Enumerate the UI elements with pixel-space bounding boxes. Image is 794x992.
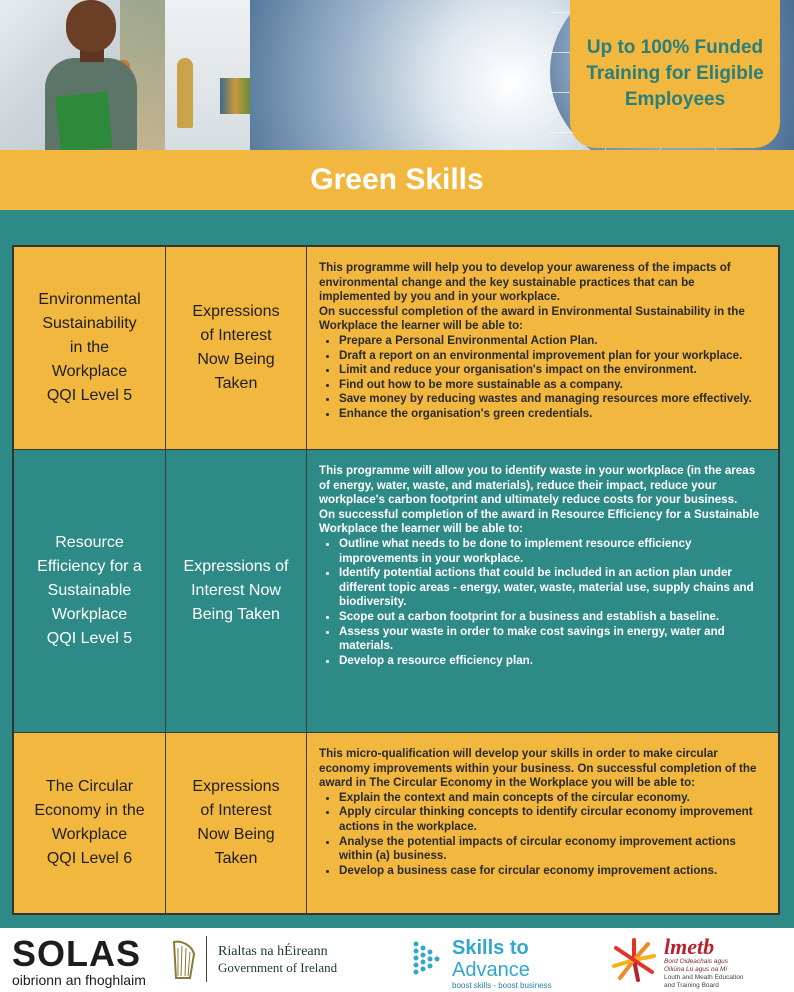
course-status: Expressions of Interest Now Being Taken <box>166 733 307 913</box>
course-title: Resource Efficiency for a Sustainable Workplace QQI Level 5 <box>14 450 166 733</box>
solas-logo: SOLAS oibrionn an fhoghlaim <box>12 933 146 988</box>
list-item: • Apply circular thinking concepts to identify circular economy improvement actions in the workplace. <box>339 805 768 834</box>
harp-icon <box>168 938 198 982</box>
skills-to-advance-logo: Skills to Advance boost skills - boost business <box>452 937 552 990</box>
title-band <box>0 150 794 210</box>
list-item: • Enhance the organisation's green credentials. <box>339 407 768 422</box>
course-lead: On successful completion of the award in Resource Efficiency for a Sustainable Workplace the learner will be able to: <box>319 507 760 536</box>
funded-training-text: Up to 100% Funded Training for Eligible Employees <box>586 37 764 110</box>
funded-training-badge <box>570 0 780 148</box>
list-item: • Develop a business case for circular economy improvement actions. <box>339 864 768 879</box>
list-item: • Explain the context and main concepts of the circular economy. <box>339 791 768 806</box>
list-item: • Assess your waste in order to make cost savings in energy, water and materials. <box>339 625 768 654</box>
course-intro: This micro-qualification will develop your skills in order to make circular economy improvements within your business. On successful completion of the award in The Circular Economy in the Workplace you will be able to: <box>319 747 757 790</box>
list-item: • Analyse the potential impacts of circular economy improvement actions within (a) business. <box>339 835 768 864</box>
list-item: • Outline what needs to be done to implement resource efficiency improvements in your workplace. <box>339 537 768 566</box>
outcome-list <box>339 537 768 668</box>
outcome-list <box>339 334 768 422</box>
footer-logos <box>0 928 794 992</box>
list-item: • Identify potential actions that could be included in an action plan under different topic areas - energy, water, waste, material use, supply chains and biodiversity. <box>339 566 768 610</box>
course-intro: This programme will help you to develop your awareness of the impacts of environmental change and the key sustainable practices that can be implemented by you and in your workplace. <box>319 261 731 304</box>
lmetb-sunburst-icon <box>608 936 660 984</box>
list-item: • Draft a report on an environmental improvement plan for your workplace. <box>339 349 768 364</box>
course-description <box>307 733 778 913</box>
list-item: • Save money by reducing wastes and managing resources more effectively. <box>339 392 768 407</box>
government-of-ireland-logo: Rialtas na hÉireann Government of Ireland <box>218 944 338 975</box>
list-item: • Develop a resource efficiency plan. <box>339 654 768 669</box>
course-lead: On successful completion of the award in Environmental Sustainability in the Workplace the learner will be able to: <box>319 304 745 333</box>
course-row <box>14 247 778 450</box>
course-row <box>14 450 778 733</box>
library-photo <box>165 0 250 150</box>
course-intro: This programme will allow you to identify waste in your workplace (in the areas of energy, water, waste, and materials), reduce their impact, reduce your workplace's carbon footprint and ultimately reduce costs for your business. <box>319 464 756 507</box>
list-item: • Limit and reduce your organisation's impact on the environment. <box>339 363 768 378</box>
lmetb-logo: lmetb Bord Oideachais agus Oiliúna Lú agus na Mí Louth and Meath Education and Training Board <box>664 934 744 989</box>
course-table <box>12 245 780 915</box>
course-description <box>307 450 778 733</box>
page-title: Green Skills <box>310 163 484 196</box>
course-title: Environmental Sustainability in the Workplace QQI Level 5 <box>14 247 166 450</box>
student-photo <box>0 0 165 150</box>
list-item: • Scope out a carbon footprint for a business and establish a baseline. <box>339 610 768 625</box>
course-description <box>307 247 778 450</box>
course-title: The Circular Economy in the Workplace QQI Level 6 <box>14 733 166 913</box>
header-banner <box>0 0 794 150</box>
course-status: Expressions of Interest Now Being Taken <box>166 247 307 450</box>
list-item: • Find out how to be more sustainable as a company. <box>339 378 768 393</box>
course-row <box>14 733 778 913</box>
divider <box>206 936 207 982</box>
outcome-list <box>339 791 768 879</box>
skills-to-advance-icon <box>412 938 442 980</box>
course-status: Expressions of Interest Now Being Taken <box>166 450 307 733</box>
list-item: • Prepare a Personal Environmental Action Plan. <box>339 334 768 349</box>
